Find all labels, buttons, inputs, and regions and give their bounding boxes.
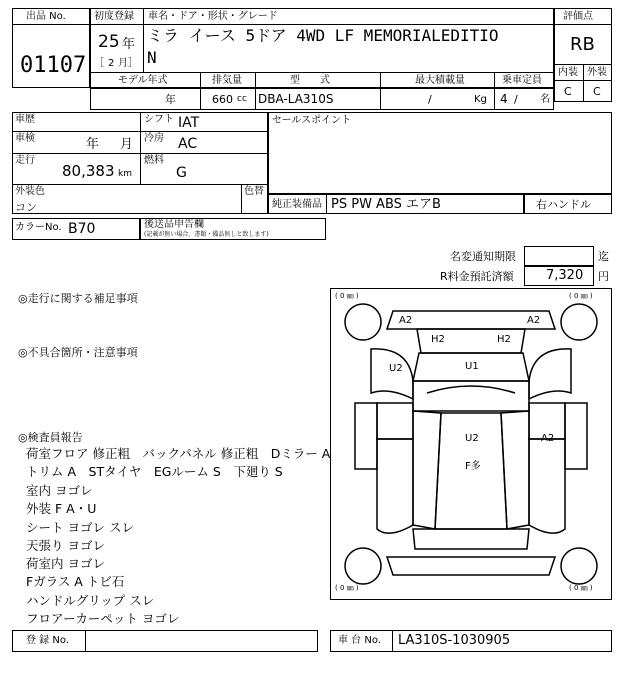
color-no-label: カラーNo. (15, 222, 62, 233)
steering-value: 右ハンドル (536, 198, 591, 211)
aftersend-note: (記載が無い場合、書類・備品無しと致します) (144, 231, 269, 238)
capacity-value: 4 (500, 92, 508, 106)
lot-label: 出品 No. (26, 11, 66, 22)
left-rear-fender (377, 439, 413, 533)
inspector-note: 荷室フロア 修正粗 バックパネル 修正粗 Dミラー A (26, 446, 331, 461)
car-name-line-2: N (147, 48, 157, 67)
ac-value: AC (178, 136, 198, 152)
right-rear-fender (529, 439, 565, 533)
inspection-label: 車検 (15, 133, 35, 144)
interior-label: 内装 (558, 67, 578, 78)
displacement-unit: cc (237, 94, 247, 104)
name-change-box (524, 246, 594, 266)
sales-point-label: セールスポイント (272, 115, 352, 126)
roof-curve (427, 386, 515, 393)
shift-value: IAT (178, 115, 200, 131)
model-year-unit: 年 (165, 93, 176, 106)
ac-label: 冷房 (144, 133, 164, 144)
right-rear-door (501, 411, 529, 529)
recycle-label: R料金預託済額 (440, 270, 514, 283)
first-reg-month: 2 (108, 58, 115, 69)
equipment-label: 純正装備品 (272, 199, 322, 210)
mark-hood-right: H2 (497, 334, 511, 345)
tire-rear-right-icon (561, 548, 597, 584)
tire-depth-rear-right: ( 0 ㎜ ) (569, 584, 593, 592)
type-value: DBA-LA310S (258, 92, 334, 106)
ext-color-value: コン (15, 201, 37, 214)
history-label: 車歴 (15, 114, 35, 125)
mark-center-bottom: F多 (465, 461, 481, 472)
right-front-fender (529, 349, 571, 399)
color-change-label: 色替 (244, 186, 264, 197)
inspector-note: 室内 ヨゴレ (26, 483, 93, 498)
inspector-note: 外装 F A・U (26, 501, 97, 516)
shift-label: シフト (144, 114, 174, 125)
displacement-label: 排気量 (212, 75, 242, 86)
name-change-label: 名変通知期限 (450, 250, 516, 263)
chassis-label: 車 台 No. (338, 635, 381, 646)
car-name-label: 車名・ドア・形状・グレード (148, 11, 278, 22)
mark-front-door: U2 (389, 363, 403, 374)
inspector-note: 天張り ヨゴレ (26, 538, 105, 553)
left-front-door (377, 403, 413, 439)
eval-score: RB (570, 34, 595, 55)
type-label: 型 式 (290, 75, 330, 86)
inspector-note: 荷室内 ヨゴレ (26, 556, 105, 571)
reg-no-label: 登 録 No. (26, 635, 69, 646)
car-name-line-1: ミラ イース 5ドア 4WD LF MEMORIALEDITIO (147, 26, 499, 45)
aftersend-label: 後送品申告欄 (144, 219, 204, 230)
tire-depth-front-left: ( 0 ㎜ ) (335, 292, 359, 300)
capacity-label: 乗車定員 (502, 75, 542, 86)
eval-label: 評価点 (563, 11, 593, 22)
first-reg-month-lbr: ［ (94, 58, 104, 69)
tire-rear-left-icon (345, 548, 381, 584)
displacement-value: 660 (212, 93, 233, 106)
inspector-note: Fガラス A トビ石 (26, 574, 125, 589)
first-reg-year: 25 (98, 32, 120, 52)
recycle-unit: 円 (598, 270, 609, 283)
color-no-value: B70 (68, 221, 96, 237)
model-year-label: モデル年式 (118, 75, 168, 86)
interior-score: C (564, 85, 572, 98)
first-reg-year-unit: 年 (122, 37, 136, 52)
lot-number: 01107 (20, 53, 87, 78)
first-reg-month-unit: 月］ (118, 58, 138, 69)
fuel-label: 燃料 (144, 155, 164, 166)
driving-notes-label: ◎走行に関する補足事項 (18, 292, 138, 305)
first-reg-label: 初度登録 (94, 11, 134, 22)
inspector-note: シート ヨゴレ スレ (26, 520, 134, 535)
exterior-label: 外装 (587, 67, 607, 78)
mileage-value: 80,383 (62, 162, 115, 180)
mark-front-right: A2 (527, 315, 541, 326)
tire-front-left-icon (345, 304, 381, 340)
recycle-value: 7,320 (546, 268, 584, 283)
mark-rear-right: A2 (541, 433, 555, 444)
fuel-value: G (176, 165, 187, 181)
left-rear-door (413, 411, 441, 529)
inspection-year: 年 (86, 137, 100, 152)
mark-roof-front: U1 (465, 361, 479, 372)
exterior-score: C (593, 85, 601, 98)
ext-color-label: 外装色 (15, 186, 45, 197)
inspector-note: ハンドルグリップ スレ (26, 593, 155, 608)
mark-front-left: A2 (399, 315, 413, 326)
load-label: 最大積載量 (415, 75, 465, 86)
name-change-unit: 迄 (598, 250, 609, 263)
mark-center-top: U2 (465, 433, 479, 444)
right-side-outline (565, 403, 587, 469)
equipment-value: PS PW ABS エアB (331, 197, 441, 212)
capacity-slash: / (514, 93, 518, 106)
left-side-outline (355, 403, 377, 469)
inspection-month: 月 (120, 137, 134, 152)
tire-front-right-icon (561, 304, 597, 340)
chassis-value: LA310S-1030905 (398, 633, 511, 648)
rear-bumper (387, 557, 555, 575)
inspector-note: フロアーカーペット ヨゴレ (26, 611, 180, 626)
inspector-label: ◎検査員報告 (18, 431, 83, 444)
load-slash: / (428, 93, 432, 106)
mark-hood-left: H2 (431, 334, 445, 345)
rear-window (413, 529, 529, 549)
mileage-label: 走行 (15, 155, 35, 166)
tire-depth-front-right: ( 0 ㎜ ) (569, 292, 593, 300)
vehicle-diagram (330, 288, 612, 600)
car-outline-svg (331, 289, 611, 599)
tire-depth-rear-left: ( 0 ㎜ ) (335, 584, 359, 592)
capacity-unit: 名 (540, 94, 550, 105)
load-unit: Kg (474, 94, 487, 105)
mileage-unit: km (118, 169, 132, 179)
inspector-note: トリム A STタイヤ EGルーム S 下廻り S (26, 464, 283, 479)
defects-label: ◎不具合箇所・注意事項 (18, 346, 138, 359)
